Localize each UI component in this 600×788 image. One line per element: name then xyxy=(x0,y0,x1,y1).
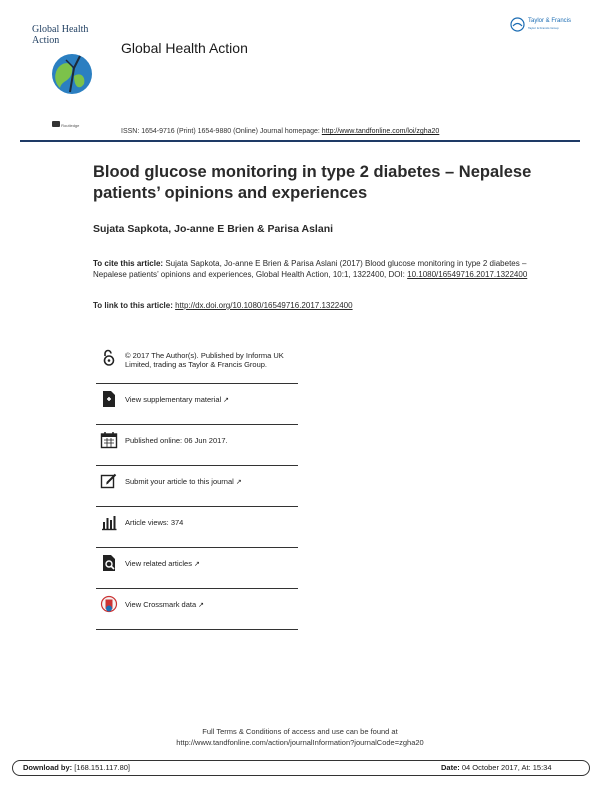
article-doi-link[interactable]: http://dx.doi.org/10.1080/16549716.2017.1322400 xyxy=(175,301,353,310)
cover-title: Global Health Action xyxy=(32,24,89,46)
download-info-bar xyxy=(12,760,590,776)
downloaded-label: Download by: xyxy=(23,763,73,772)
related-item[interactable] xyxy=(96,548,298,589)
views-item xyxy=(96,507,298,548)
tf-logo-subtext: Taylor & Francis Group xyxy=(528,26,559,30)
tf-logo-text: Taylor & Francis xyxy=(528,18,572,24)
downloaded-by xyxy=(23,763,130,772)
download-date xyxy=(441,763,552,772)
article-title: Blood glucose monitoring in type 2 diabetes – Nepalese patients’ opinions and experiences xyxy=(93,163,532,202)
taylor-francis-logo[interactable] xyxy=(510,17,584,35)
copyright-text: © 2017 The Author(s). Published by Informa UK Limited, trading as Taylor & Francis Group. xyxy=(125,351,284,369)
external-link-icon: ↗ xyxy=(198,602,205,609)
date-label: Date: xyxy=(441,763,460,772)
calendar-icon xyxy=(100,431,118,449)
published-item xyxy=(96,425,298,466)
publisher-mark xyxy=(52,121,79,128)
related-articles-icon xyxy=(100,554,118,572)
terms-block xyxy=(0,726,600,748)
crossmark-icon xyxy=(100,595,118,613)
supplementary-link[interactable]: View supplementary material xyxy=(125,395,222,404)
article-authors: Sujata Sapkota, Jo-anne E Brien & Parisa Aslani xyxy=(93,223,334,235)
open-access-item xyxy=(96,343,298,384)
supplementary-item[interactable] xyxy=(96,384,298,425)
related-articles-link[interactable]: View related articles xyxy=(125,559,192,568)
submit-item[interactable] xyxy=(96,466,298,507)
globe-icon xyxy=(50,46,100,96)
external-link-icon: ↗ xyxy=(235,479,242,486)
published-date: Published online: 06 Jun 2017. xyxy=(125,436,228,445)
link-label: To link to this article: xyxy=(93,301,176,310)
submit-article-link[interactable]: Submit your article to this journal xyxy=(125,477,234,486)
publisher-mark-label: Routledge xyxy=(61,123,80,128)
issn-text: ISSN: 1654-9716 (Print) 1654-9880 (Online) Journal homepage: xyxy=(121,128,322,135)
external-link-icon: ↗ xyxy=(193,561,200,568)
journal-cover-logo xyxy=(28,22,108,102)
publisher-mark-icon xyxy=(52,121,60,127)
supplementary-icon xyxy=(100,390,118,408)
article-views: Article views: 374 xyxy=(125,518,184,527)
terms-line-1: Full Terms & Conditions of access and use can be found at xyxy=(202,727,398,736)
article-info-list xyxy=(96,343,298,630)
cite-text: Sujata Sapkota, Jo-anne E Brien & Parisa Aslani (2017) Blood glucose monitoring in type 2 diabetes – Nepalese patients’ opinions and experiences, Global Health Action, 10:1, 1322400, DOI: xyxy=(93,259,527,280)
downloaded-value: [168.151.117.80] xyxy=(72,763,131,772)
terms-link[interactable]: http://www.tandfonline.com/action/journalInformation?journalCode=zgha20 xyxy=(176,738,424,747)
crossmark-item[interactable] xyxy=(96,589,298,630)
citation-block xyxy=(93,258,533,281)
crossmark-link[interactable]: View Crossmark data xyxy=(125,600,197,609)
cite-doi-link[interactable]: 10.1080/16549716.2017.1322400 xyxy=(407,270,528,280)
tf-logo-icon xyxy=(510,17,525,32)
link-line xyxy=(93,301,353,310)
journal-homepage-link[interactable]: http://www.tandfonline.com/loi/zgha20 xyxy=(321,128,440,135)
cite-label: To cite this article: xyxy=(93,259,166,268)
bar-chart-icon xyxy=(100,513,118,531)
open-access-icon xyxy=(100,349,118,367)
external-link-icon: ↗ xyxy=(223,397,230,404)
submit-icon xyxy=(100,472,118,490)
issn-line xyxy=(121,128,439,135)
date-value: 04 October 2017, At: 15:34 xyxy=(459,763,552,772)
journal-title[interactable]: Global Health Action xyxy=(121,40,248,56)
header-rule xyxy=(20,140,580,142)
